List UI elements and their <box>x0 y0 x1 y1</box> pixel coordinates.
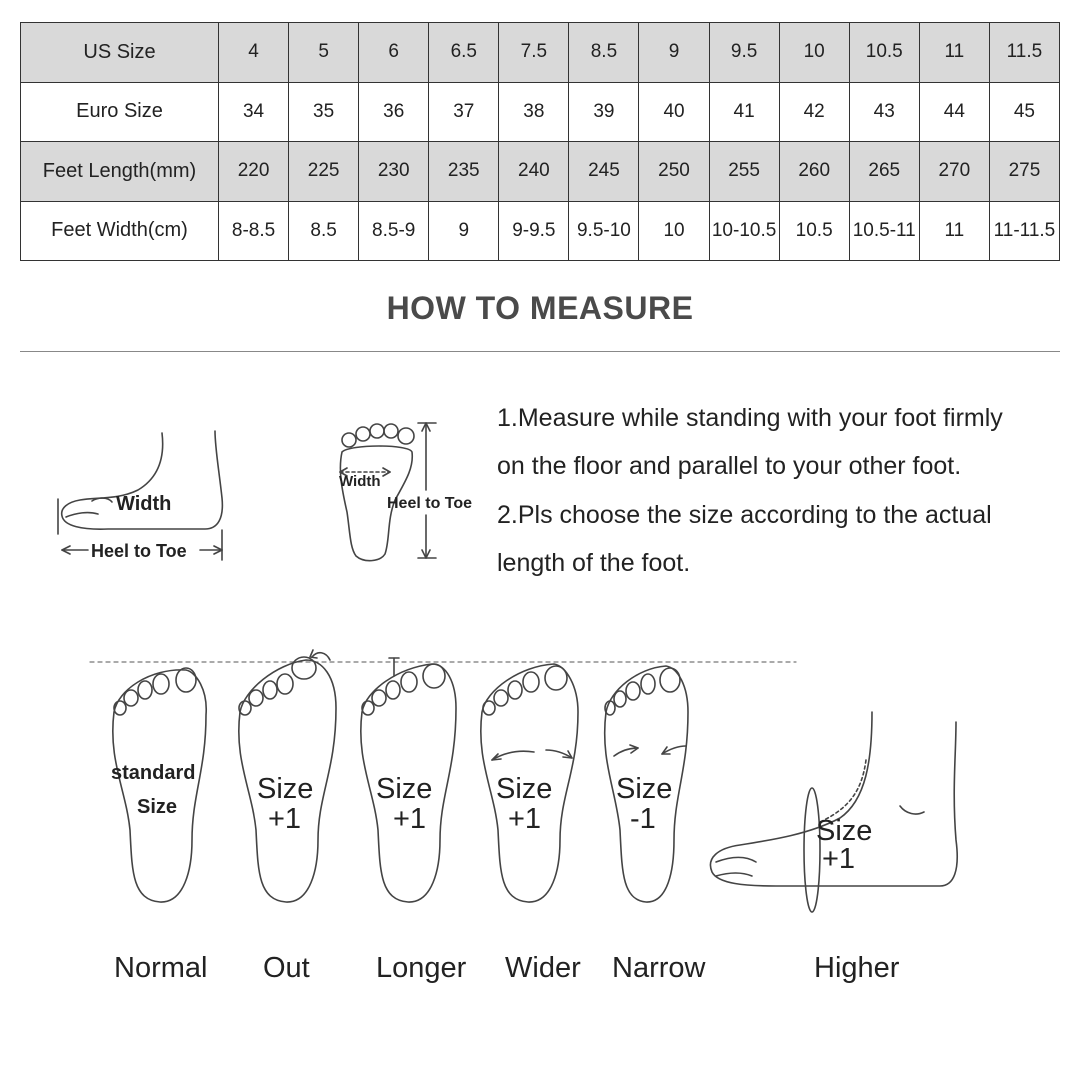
instruction-line: 1.Measure while standing with your foot firmly <box>497 404 1003 432</box>
table-cell: 11-11.5 <box>989 201 1059 261</box>
table-cell: 11.5 <box>989 23 1059 83</box>
table-cell: 10.5-11 <box>849 201 919 261</box>
table-cell: 9.5-10 <box>569 201 639 261</box>
table-cell: 230 <box>359 142 429 202</box>
table-cell: 40 <box>639 82 709 142</box>
table-cell: 255 <box>709 142 779 202</box>
row-header: Feet Width(cm) <box>21 201 219 261</box>
table-cell: 38 <box>499 82 569 142</box>
table-cell: 9 <box>639 23 709 83</box>
table-cell: 37 <box>429 82 499 142</box>
foot-inner-label: Size <box>496 773 553 805</box>
table-cell: 235 <box>429 142 499 202</box>
foot-caption: Longer <box>376 952 467 984</box>
table-cell: 34 <box>219 82 289 142</box>
table-cell: 8.5-9 <box>359 201 429 261</box>
foot-caption: Wider <box>505 952 581 984</box>
table-cell: 42 <box>779 82 849 142</box>
table-cell: 7.5 <box>499 23 569 83</box>
table-cell: 245 <box>569 142 639 202</box>
foot-caption: Higher <box>814 952 900 984</box>
row-header: US Size <box>21 23 219 83</box>
table-cell: 220 <box>219 142 289 202</box>
table-cell: 265 <box>849 142 919 202</box>
top-length-label: Heel to Toe <box>387 495 473 512</box>
table-cell: 9.5 <box>709 23 779 83</box>
instruction-line: on the floor and parallel to your other foot. <box>497 452 962 480</box>
table-cell: 275 <box>989 142 1059 202</box>
table-cell: 10.5 <box>779 201 849 261</box>
top-width-label: Width <box>339 473 381 490</box>
table-cell: 8.5 <box>569 23 639 83</box>
table-cell: 4 <box>219 23 289 83</box>
table-cell: 45 <box>989 82 1059 142</box>
foot-caption: Normal <box>114 952 208 984</box>
foot-inner-label: Size <box>376 773 433 805</box>
table-cell: 6.5 <box>429 23 499 83</box>
foot-inner-label: +1 <box>822 843 856 875</box>
table-cell: 9-9.5 <box>499 201 569 261</box>
table-cell: 240 <box>499 142 569 202</box>
instruction-line: 2.Pls choose the size according to the actual <box>497 501 992 529</box>
table-cell: 10 <box>639 201 709 261</box>
table-cell: 260 <box>779 142 849 202</box>
table-cell: 11 <box>919 201 989 261</box>
side-length-label: Heel to Toe <box>91 541 187 561</box>
table-cell: 10-10.5 <box>709 201 779 261</box>
table-cell: 225 <box>289 142 359 202</box>
foot-inner-label: +1 <box>268 803 302 835</box>
row-header: Euro Size <box>21 82 219 142</box>
foot-inner-label: +1 <box>393 803 427 835</box>
table-cell: 39 <box>569 82 639 142</box>
foot-caption: Out <box>263 952 310 984</box>
foot-caption: Narrow <box>612 952 706 984</box>
table-cell: 35 <box>289 82 359 142</box>
table-cell: 44 <box>919 82 989 142</box>
table-cell: 5 <box>289 23 359 83</box>
table-cell: 270 <box>919 142 989 202</box>
foot-inner-label: Size <box>137 796 178 818</box>
top-foot-icon <box>340 423 436 561</box>
table-cell: 43 <box>849 82 919 142</box>
table-cell: 10.5 <box>849 23 919 83</box>
foot-normal-icon <box>113 668 206 902</box>
row-header: Feet Length(mm) <box>21 142 219 202</box>
side-width-label: Width <box>116 493 172 515</box>
foot-inner-label: Size <box>257 773 314 805</box>
table-cell: 8.5 <box>289 201 359 261</box>
foot-inner-label: standard <box>111 762 196 784</box>
table-cell: 10 <box>779 23 849 83</box>
foot-inner-label: +1 <box>508 803 542 835</box>
table-cell: 6 <box>359 23 429 83</box>
foot-inner-label: Size <box>616 773 673 805</box>
foot-inner-label: -1 <box>630 803 656 835</box>
foot-higher-icon <box>710 712 957 912</box>
table-cell: 8-8.5 <box>219 201 289 261</box>
table-cell: 41 <box>709 82 779 142</box>
table-cell: 250 <box>639 142 709 202</box>
foot-inner-label: Size <box>816 815 873 847</box>
section-heading: HOW TO MEASURE <box>386 290 694 326</box>
table-cell: 11 <box>919 23 989 83</box>
table-cell: 36 <box>359 82 429 142</box>
instruction-line: length of the foot. <box>497 549 691 577</box>
table-cell: 9 <box>429 201 499 261</box>
